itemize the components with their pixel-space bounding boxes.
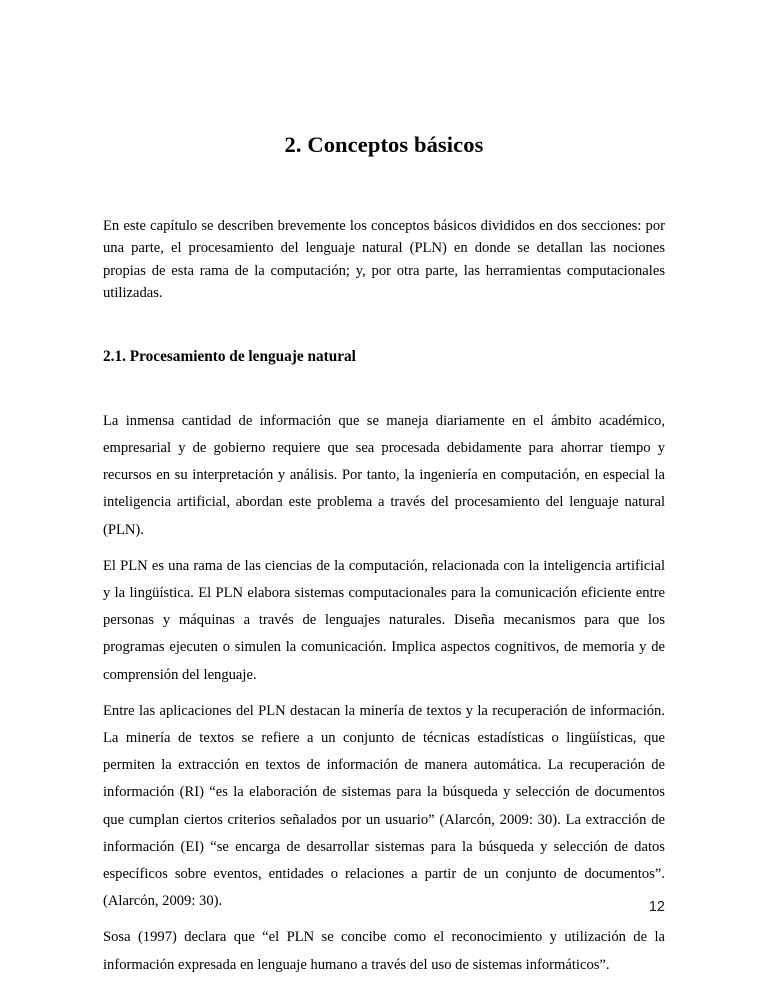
body-paragraph: La inmensa cantidad de información que se maneja diariamente en el ámbito académico, empresarial y de gobierno requiere que sea procesada debidamente para ahorrar tiempo y recursos en su interpretación y análisis. Por tanto, la ingeniería en computación, en especial la inteligencia artificial, abordan este problema a través del procesamiento del lenguaje natural (PLN). [103,412,665,538]
section-heading-2-1: 2.1. Procesamiento de lenguaje natural [103,347,356,365]
chapter-title: 2. Conceptos básicos [284,132,484,157]
body-paragraph: Entre las aplicaciones del PLN destacan la minería de textos y la recuperación de información. La minería de textos se refiere a un conjunto de técnicas estadísticas o lingüísticas, que permiten la extracción en textos de información de manera automática. La recuperación de información (RI) “es la elaboración de sistemas para la búsqueda y selección de documentos que cumplan ciertos criterios señalados por un usuario” (Alarcón, 2009: 30). La extracción de información (EI) “se encarga de desarrollar sistemas para la búsqueda y selección de datos específicos sobre eventos, entidades o relaciones a partir de un conjunto de documentos”. (Alarcón, 2009: 30). [103,702,665,910]
body-paragraph: Sosa (1997) declara que “el PLN se concibe como el reconocimiento y utilización de la información expresada en lenguaje humano a través del uso de sistemas informáticos”. [103,929,665,973]
intro-paragraph: En este capítulo se describen brevemente los conceptos básicos divididos en dos secciones: por una parte, el procesamiento del lenguaje natural (PLN) en donde se detallan las nociones propias de esta rama de la computación; y, por otra parte, las herramientas computacionales utilizadas. [103,218,665,302]
section-body [103,366,665,979]
body-paragraph: El PLN es una rama de las ciencias de la computación, relacionada con la inteligencia artificial y la lingüística. El PLN elabora sistemas computacionales para la comunicación eficiente entre personas y máquinas a través de lenguajes naturales. Diseña mecanismos para que los programas ejecuten o simulen la comunicación. Implica aspectos cognitivos, de memoria y de comprensión del lenguaje. [103,557,665,683]
page-number: 12 [648,899,665,915]
page-content [103,0,665,979]
